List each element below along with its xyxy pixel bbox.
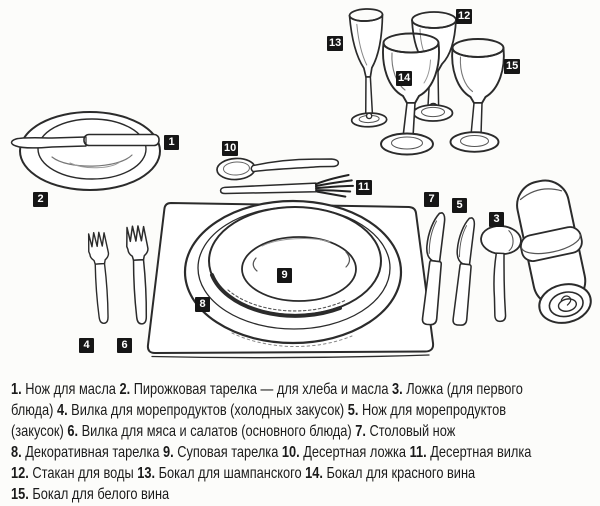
- diagram-marker-12: 12: [458, 10, 471, 22]
- soup-plate-illustration: [209, 207, 381, 316]
- legend-line: (закусок) 6. Вилка для мяса и салатов (основного блюда) 7. Столовый нож: [11, 423, 456, 440]
- soup-spoon-illustration: [474, 224, 522, 322]
- legend-line: 15. Бокал для белого вина: [11, 486, 170, 503]
- diagram-marker-11: 11: [358, 181, 370, 193]
- diagram-marker-10: 10: [224, 142, 237, 154]
- main-course-fork-illustration: [126, 225, 152, 324]
- napkin-roll-illustration: [508, 175, 598, 329]
- diagram-marker-7: 7: [424, 192, 439, 207]
- diagram-marker-3: 3: [489, 212, 504, 227]
- legend-line: блюда) 4. Вилка для морепродуктов (холодных закусок) 5. Нож для морепродуктов: [11, 402, 507, 419]
- legend-line: 12. Стакан для воды 13. Бокал для шампанского 14. Бокал для красного вина: [11, 465, 476, 482]
- legend: [11, 379, 597, 505]
- diagram-marker-8: 8: [195, 297, 210, 312]
- legend-line: 8. Декоративная тарелка 9. Суповая тарелка 10. Десертная ложка 11. Десертная вилка: [11, 444, 532, 461]
- diagram-marker-15: 15: [506, 60, 519, 72]
- white-wine-glass-illustration: [451, 39, 504, 152]
- diagram-marker-1: 1: [164, 135, 179, 150]
- dessert-spoon-illustration: [216, 153, 338, 180]
- diagram-marker-14: 14: [398, 72, 411, 84]
- champagne-glass-illustration: [348, 8, 387, 127]
- diagram-marker-9: 9: [277, 268, 292, 283]
- legend-line: 1. Нож для масла 2. Пирожковая тарелка — для хлеба и масла 3. Ложка (для первого: [11, 381, 523, 398]
- diagram-marker-4: 4: [79, 338, 94, 353]
- diagram-marker-5: 5: [452, 198, 467, 213]
- bread-plate-illustration: [20, 112, 160, 190]
- seafood-fork-illustration: [87, 232, 113, 324]
- diagram-marker-2: 2: [33, 192, 48, 207]
- diagram-marker-13: 13: [329, 37, 342, 49]
- seafood-knife-illustration: [448, 217, 479, 326]
- diagram-marker-6: 6: [117, 338, 132, 353]
